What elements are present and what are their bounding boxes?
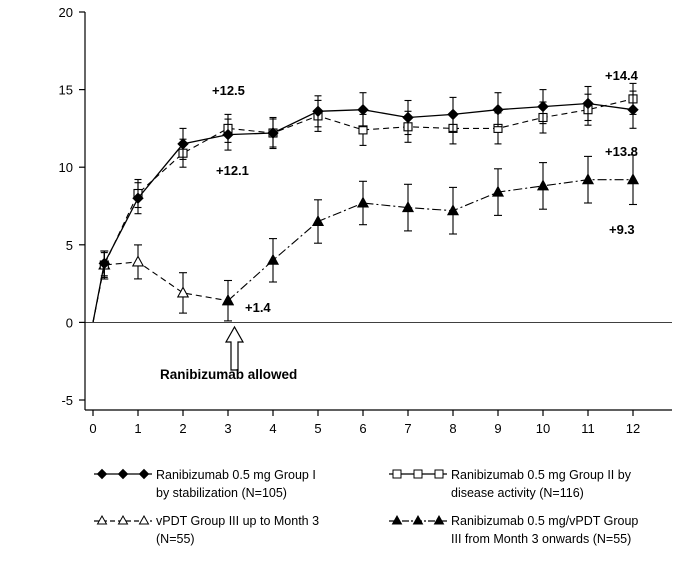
legend-label-line1: Ranibizumab 0.5 mg/vPDT Group (451, 514, 639, 529)
x-ticks (89, 410, 640, 436)
svg-text:2: 2 (179, 421, 187, 436)
ranibizumab-allowed-arrow (226, 327, 243, 370)
annotation-plus-12-1: +12.1 (216, 163, 249, 178)
annotation-plus-12-5: +12.5 (212, 83, 245, 98)
filled-diamond-icon (90, 466, 156, 486)
legend-label-ranibizumab-vpdt-group-iii (451, 512, 680, 548)
filled-triangle-icon (385, 512, 451, 532)
svg-text:-5: -5 (61, 393, 73, 408)
svg-text:0: 0 (65, 315, 73, 331)
chart-legend (90, 466, 680, 559)
legend-label-group-i (156, 466, 385, 502)
svg-text:6: 6 (359, 421, 367, 436)
legend-item-ranibizumab-vpdt-group-iii (385, 512, 680, 548)
svg-text:0: 0 (89, 421, 97, 436)
svg-text:10: 10 (535, 421, 551, 436)
legend-item-group-i (90, 466, 385, 502)
svg-text:9: 9 (494, 421, 502, 436)
legend-label-line1: Ranibizumab 0.5 mg Group II by (451, 468, 631, 482)
series-vpdt-group-iii (93, 245, 233, 323)
ranibizumab-allowed-label: Ranibizumab allowed (160, 367, 298, 382)
legend-label-line1: vPDT Group III up to Month 3 (156, 514, 320, 529)
svg-text:1: 1 (134, 421, 142, 436)
svg-text:5: 5 (314, 421, 322, 436)
svg-text:7: 7 (404, 421, 412, 436)
svg-text:5: 5 (65, 237, 73, 253)
annotation-plus-1-4: +1.4 (245, 300, 271, 315)
legend-label-line2: by stabilization (N=105) (156, 486, 287, 501)
legend-label-line2: III from Month 3 onwards (N=55) (451, 532, 632, 547)
legend-label-line2: (N=55) (156, 532, 195, 547)
axes (85, 12, 672, 410)
legend-row (90, 466, 680, 502)
legend-label-group-ii (451, 466, 680, 502)
series-ranibizumab-vpdt-group-iii (223, 155, 638, 305)
open-triangle-icon (90, 512, 156, 532)
svg-text:20: 20 (58, 5, 73, 20)
annotation-plus-14-4: +14.4 (605, 68, 638, 83)
svg-text:10: 10 (58, 160, 73, 176)
svg-text:8: 8 (449, 421, 457, 436)
legend-label-line1: Ranibizumab 0.5 mg Group I (156, 468, 316, 482)
legend-item-vpdt-group-iii (90, 512, 385, 548)
open-square-icon (385, 466, 451, 486)
legend-label-line2: disease activity (N=116) (451, 486, 584, 501)
y-ticks (59, 5, 85, 408)
svg-text:3: 3 (224, 421, 232, 436)
svg-text:12: 12 (625, 421, 641, 436)
legend-item-group-ii (385, 466, 680, 502)
svg-text:11: 11 (581, 421, 595, 436)
svg-text:15: 15 (58, 82, 73, 98)
annotation-plus-13-8: +13.8 (605, 144, 638, 159)
svg-text:4: 4 (269, 421, 277, 436)
legend-label-vpdt-group-iii (156, 512, 385, 548)
legend-row (90, 512, 680, 548)
annotation-plus-9-3: +9.3 (609, 222, 635, 237)
